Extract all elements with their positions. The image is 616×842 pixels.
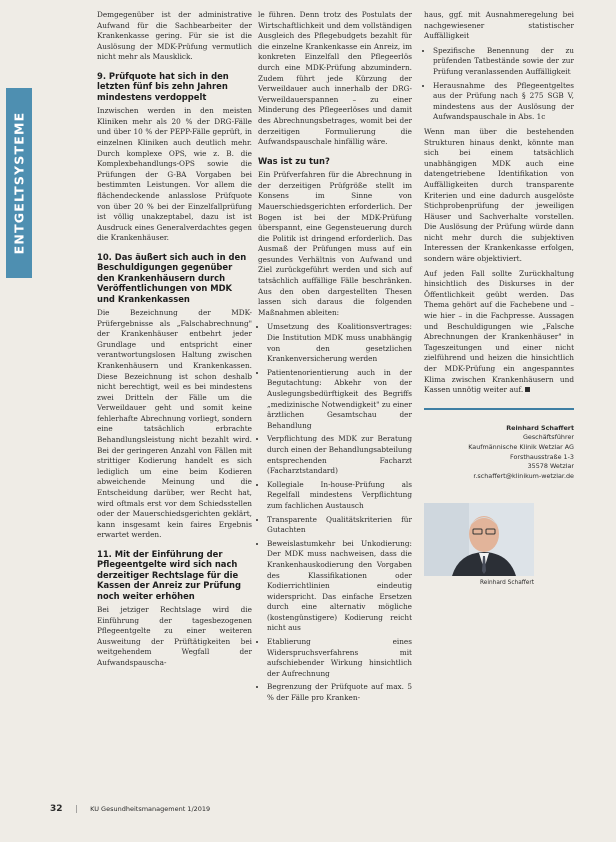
author-photo [424,503,534,576]
list-item: • Patientenorientierung auch in der Begutachtung: Abkehr von der Auslegungsbedürftigkeit des Begriffs „medizinische Notwendigkeit" zu einer ärztlichen Gesamtschau der Behandlung [267,368,412,432]
page-number: 32 [50,804,63,814]
paragraph: Wenn man über die bestehenden Strukturen hinaus denkt, könnte man sich bei einem tatsächlich unabhängigen MDK auch eine datengetriebene Identifikation von Auffälligkeiten durch transparente Kriterien und eine dadurch ausgelöste Stichprobenprüfung der jeweiligen Häuser und Sachverhalte vorstellen. Die Auslösung der Prüfung würde dann nicht mehr durch die subjektiven Interessen der Krankenkasse erfolgen, sondern wäre objektiviert. [424,126,574,264]
author-portrait-icon [424,503,534,576]
paragraph-final [424,269,574,396]
list-item: • Begrenzung der Prüfquote auf max. 5 % der Fälle pro Kranken- [267,682,412,703]
column-1 [97,10,252,673]
paragraph: haus, ggf. mit Ausnahmeregelung bei nachgewiesener statistischer Auffälligkeit [424,10,574,41]
list-item: • Beweislastumkehr bei Unkodierung: Der MDK muss nachweisen, dass die Krankenhauskodierung den Vorgaben des Klassifikationen oder Kodierrichtlinien eindeutig widerspricht. Das einfache Ersetzen durch eine alternativ mögliche (kostengünstigere) Kodierung reicht nicht aus [267,539,412,634]
heading-9: 9. Prüfquote hat sich in den letzten fünf bis zehn Jahren mindestens verdoppelt [97,70,229,102]
paragraph: Bei jetziger Rechtslage wird die Einführung der tagesbezogenen Pflegeentgelte zu einer weiteren Ausweitung der Prüftätigkeiten bei weitgehendem Wegfall der Aufwandspauscha- [97,605,252,667]
list-item: • Kollegiale In-house-Prüfung als Regelfall mindestens Verpflichtung zum fachlichen Austausch [267,480,412,512]
paragraph: Die Bezeichnung der MDK-Prüfergebnisse als „Falschabrechnung" der Krankenhäuser entbehrt jeder Grundlage und entspricht einer verantwortungslosen Haltung zwischen Krankenhäusern und Krankenkassen. Diese Bezeichnung ist schon deshalb nicht berechtigt, weil es bei mindestens zwei Dritteln der Fälle um die Verweildauer geht und somit keine fehlerhafte Abrechnung vorliegt, sondern eine tatsächlich erbrachte Behandlungsleistung nicht bezahlt wird. Bei der geringeren Anzahl von Fällen mit strittiger Kodierung handelt es sich lediglich um eine beim Kodieren abweichende Meinung und die Entscheidung darüber, wer Recht hat, wird oftmals erst vor dem Schiedsstellen oder der Mauerschiedsgerichten geklärt, kann insgesamt kein faires Ergebnis erwartet werden. [97,307,252,540]
author-city: 35578 Wetzlar [527,462,574,471]
page-footer [50,804,210,814]
end-mark-icon [525,387,530,392]
list-item: • Spezifische Benennung der zu prüfenden Tatbestände sowie der zur Prüfung veranlassenden Auffälligkeit [433,46,574,78]
author-block [424,424,574,482]
photo-caption: Reinhard Schaffert [480,580,534,587]
column-3 [424,10,574,589]
divider [424,408,574,410]
heading-10: 10. Das äußert sich auch in den Beschuldigungen gegenüber den Krankenhäusern durch Veröffentlichungen von MDK und Krankenkassen [97,251,247,304]
list-item: • Transparente Qualitätskriterien für Gutachten [267,515,412,536]
heading-was-ist-zu-tun: Was ist zu tun? [258,155,330,166]
measures-list [258,322,412,703]
section-tab [6,88,32,278]
list-item: • Etablierung eines Widerspruchsverfahrens mit aufschiebender Wirkung hinsichtlich der Aufrechnung [267,637,412,679]
column-2 [258,10,412,708]
paragraph: Inzwischen werden in den meisten Kliniken mehr als 20 % der DRG-Fälle und über 10 % der PEPP-Fälle geprüft, in einzelnen Kliniken auch deutlich mehr. Durch komplexe OPS, wie z. B. die Komplexbehandlungs-OPS sowie die Prüfungen der G-BA Vorgaben bei bestimmten Leistungen. Vor allem die flächendeckende anlasslose Prüfquote von über 20 % bei der Einzelfallprüfung ist völlig unakzeptabel, dazu ist ist Ausdruck eines Generalverdachtes gegen die Krankenhäuser. [97,106,252,243]
author-street: Forsthausstraße 1-3 [510,452,574,461]
author-title: Geschäftsführer [522,433,574,442]
section-tab-label: ENTGELTSYSTEME [11,111,27,255]
paragraph: Ein Prüfverfahren für die Abrechnung in der derzeitigen Prüfgröße stellt im Konsens im Sinne von Mauerschiedsgerichten erforderlich. Der Bogen ist bei der MDK-Prüfung überspannt, eine Gegensteuerung durch die Politik ist dringend erforderlich. Das Ausmaß der Prüfungen muss auf ein gesundes Verhältnis von Aufwand und Ziel zurückgeführt werden und sich auf tatsächlich auffällige Fälle beschränken. Aus den oben dargestellten Thesen lassen sich daraus die folgenden Maßnahmen ableiten: [258,170,412,317]
paragraph: Demgegenüber ist der administrative Aufwand für die Sachbearbeiter der Krankenkasse gering. Für sie ist die Auslösung der MDK-Prüfung vermutlich nicht mehr als Mausklick. [97,10,252,62]
author-email: r.schaffert@klinikum-wetzlar.de [473,471,574,480]
author-company: Kaufmännische Klinik Wetzlar AG [468,442,574,451]
list-item: • Herausnahme des Pflegeentgeltes aus der Prüfung nach § 275 SGB V, mindestens aus der Auslösung der Aufwandspauschale in Abs. 1c [433,81,574,123]
footer-separator: | [75,804,78,813]
paragraph-final-text: Auf jeden Fall sollte Zurückhaltung hinsichtlich des Diskurses in der Öffentlichkeit geübt werden. Das Thema gehört auf die Fachebene und – wie hier – in die Fachpresse. Aussagen und Beschuldigungen wie „Falsche Abrechnungen der Krankenhäuser" in Tageszeitungen und einer nicht zielführend und heizen die hinsichtlich der MDK-Prüfung ein angespanntes Klima zwischen Krankenhäusern und Kassen unnötig weiter auf. [424,268,574,395]
heading-11: 11. Mit der Einführung der Pflegeentgelte wird sich nach derzeitiger Rechtslage für die Kassen der Anreiz zur Prüfung noch weiter erhöhen [97,549,241,601]
measures-list-cont [424,46,574,123]
paragraph: le führen. Denn trotz des Postulats der Wirtschaftlichkeit und dem vollständigen Ausgleich des Pflegebudgets bezahlt für die einzelne Krankenkasse ein Anreiz, im konkreten Einzelfall den Pflegeerlös durch eine MDK-Prüfung abzumindern. Zudem führt jede Kürzung der Verweildauer auch innerhalb der DRG-Verweildauerspannen – zu einer Minderung des Pflegeerlöses und damit des Abrechnungsbetrages, womit bei der derzeitigen Formulierung die Aufwandspauschale hinfällig wäre. [258,10,412,147]
list-item: • Umsetzung des Koalitionsvertrages: Die Institution MDK muss unabhängig von den gesetzlichen Krankenversicherung werden [267,322,412,364]
author-name: Reinhard Schaffert [506,423,574,432]
magazine-title: KU Gesundheitsmanagement 1/2019 [90,805,211,813]
list-item: • Verpflichtung des MDK zur Beratung durch einen der Behandlungsabteilung entsprechenden Facharzt (Facharztstandard) [267,434,412,476]
